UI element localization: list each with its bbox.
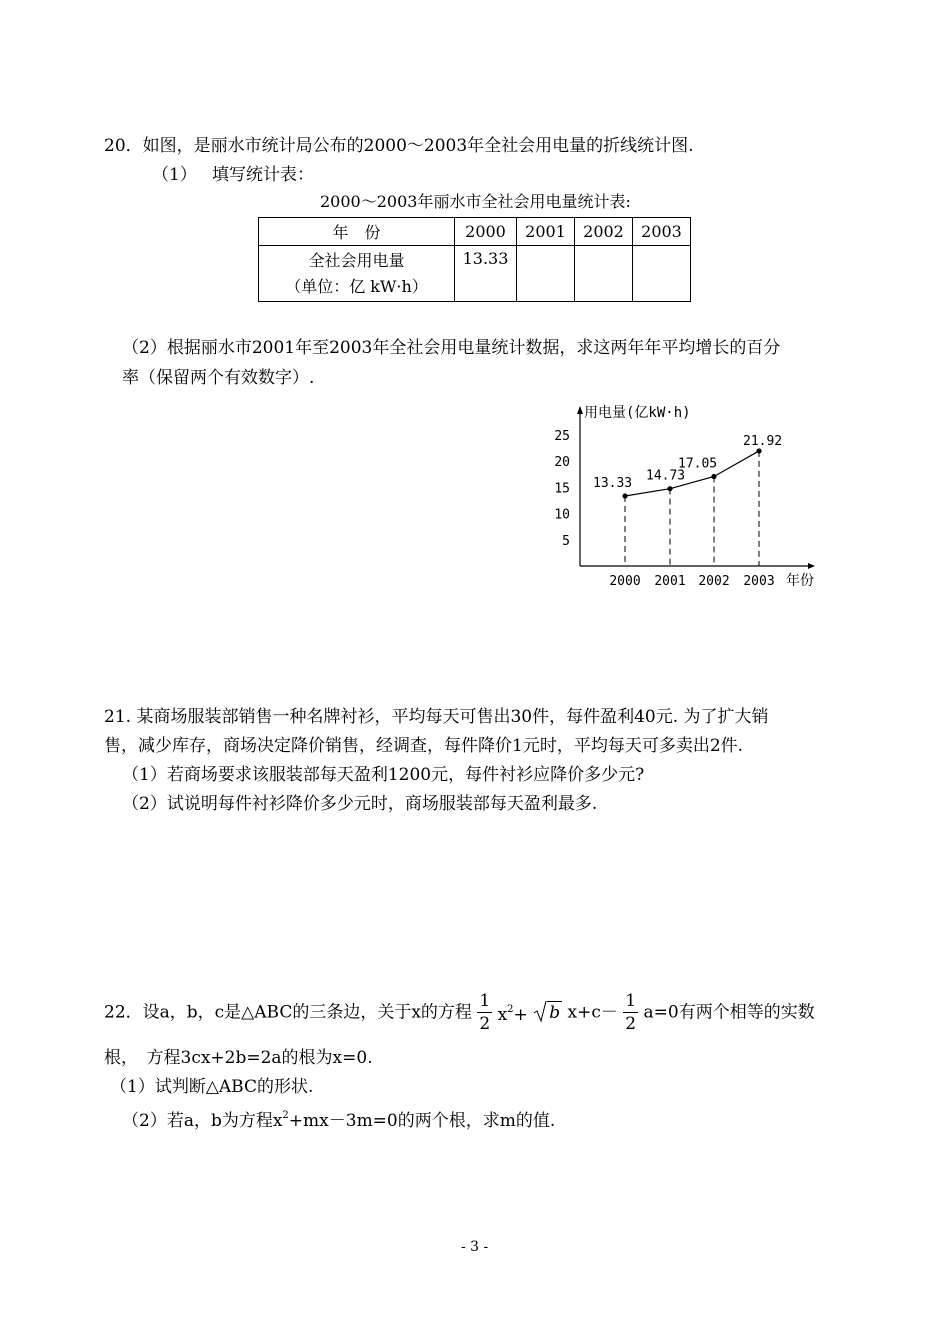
q20-part2-line2: 率（保留两个有效数字）.: [122, 368, 315, 388]
q20-table-title: 2000～2003年丽水市全社会用电量统计表:: [320, 192, 631, 211]
plus-sign: +: [513, 1005, 528, 1025]
table-value-cell: 13.33: [455, 246, 517, 302]
page-number: - 3 -: [461, 1239, 489, 1255]
q22-line1: [104, 990, 815, 1035]
x-axis-label: 年份: [786, 573, 814, 589]
q22-x-squared: [498, 1005, 528, 1025]
sqrt-b: [533, 1001, 562, 1024]
table-year-cell: 2000: [455, 218, 517, 246]
exponent: 2: [282, 1110, 289, 1121]
x-tick-label: 2000: [609, 574, 641, 589]
data-point: [667, 486, 672, 491]
table-value-cell: [517, 246, 575, 302]
table-data-row: [259, 246, 691, 302]
fraction-denominator: 2: [479, 1014, 491, 1034]
table-value-cell: [575, 246, 633, 302]
q21-part2: （2）试说明每件衬衫降价多少元时，商场服装部每天盈利最多.: [122, 794, 598, 814]
y-tick-label: 20: [554, 455, 570, 470]
table-year-cell: 2003: [633, 218, 691, 246]
y-axis-label: 用电量(亿kW·h): [584, 405, 691, 421]
x-axis-arrow-icon: [808, 563, 815, 569]
q22-line1-text-c: a=0有两个相等的实数: [643, 1002, 815, 1023]
table-value-cell: [633, 246, 691, 302]
q20-part1-label: （1）: [152, 165, 197, 185]
table-header-row: [259, 218, 691, 246]
table-year-cell: 2002: [575, 218, 633, 246]
exponent: 2: [507, 1004, 514, 1015]
data-point: [756, 448, 761, 453]
table-header-label: 年 份: [259, 218, 455, 246]
q22-part1: （1）试判断△ABC的形状.: [110, 1077, 314, 1097]
y-tick-label: 25: [554, 428, 570, 444]
q22-line2: 根， 方程3cx+2b=2a的根为x=0.: [104, 1048, 373, 1068]
q20-part2-line1: （2）根据丽水市2001年至2003年全社会用电量统计数据，求这两年年平均增长的百分: [122, 338, 781, 358]
q22-part2-text-a: （2）若a，b为方程x: [122, 1111, 283, 1131]
y-tick-label: 15: [554, 481, 570, 497]
table-row-label-line1: 全社会用电量: [308, 250, 405, 270]
fraction-one-half: [477, 990, 492, 1035]
variable-x: x: [497, 1005, 508, 1025]
q21-part1: （1）若商场要求该服装部每天盈利1200元，每件衬衫应降价多少元?: [122, 765, 645, 785]
table-row-label: [259, 246, 455, 302]
data-label: 13.33: [593, 476, 633, 492]
y-axis-arrow-icon: [577, 406, 583, 414]
data-point: [711, 474, 716, 479]
x-tick-label: 2003: [743, 574, 775, 589]
q20-part1-text: 填写统计表：: [212, 165, 314, 185]
data-label: 21.92: [743, 433, 783, 449]
q21-line2: 售，减少库存，商场决定降价销售，经调查，每件降价1元时，平均每天可多卖出2件.: [104, 736, 744, 756]
radical-sign-icon: [533, 999, 547, 1023]
radicand: b: [549, 1003, 561, 1023]
q21-line1: 21. 某商场服装部销售一种名牌衬衫，平均每天可售出30件，每件盈利40元. 为了扩大销: [104, 707, 769, 727]
q22-part2-text-b: +mx－3m=0的两个根，求m的值.: [288, 1111, 556, 1131]
table-row-label-line2: （单位：亿 kW·h）: [285, 276, 428, 296]
fraction-numerator: 1: [479, 991, 491, 1011]
q22-line1-text: 22．设a，b，c是△ABC的三条边，关于x的方程: [104, 1002, 472, 1023]
data-label: 14.73: [646, 468, 686, 484]
y-tick-label: 10: [554, 507, 570, 523]
x-tick-label: 2001: [654, 574, 686, 589]
data-point: [622, 493, 627, 498]
table-year-cell: 2001: [517, 218, 575, 246]
statistics-table: [258, 217, 691, 302]
q20-stem: 20．如图，是丽水市统计局公布的2000～2003年全社会用电量的折线统计图.: [104, 136, 694, 156]
fraction-one-half: [623, 990, 638, 1035]
q22-line1-text-b: x+c－: [567, 1002, 618, 1023]
fraction-numerator: 1: [625, 991, 637, 1011]
y-tick-label: 5: [562, 533, 570, 549]
line-chart: [540, 395, 840, 595]
fraction-denominator: 2: [625, 1014, 637, 1034]
data-label: 17.05: [678, 456, 718, 472]
x-tick-label: 2002: [698, 574, 730, 589]
q22-part2: [122, 1106, 555, 1131]
